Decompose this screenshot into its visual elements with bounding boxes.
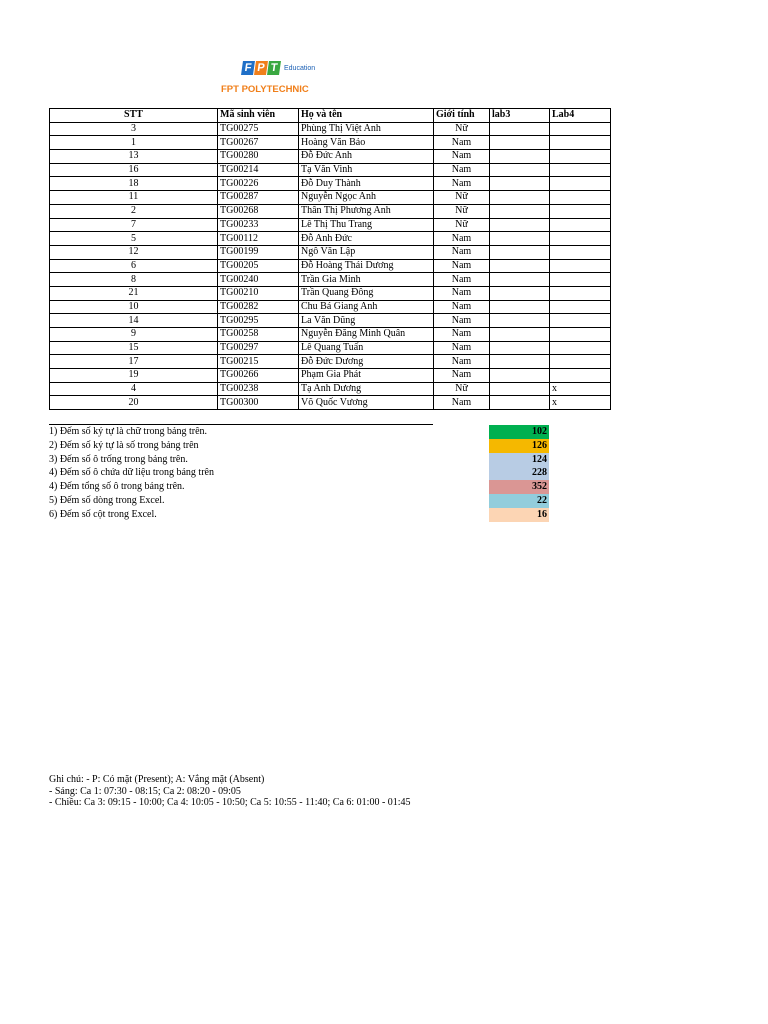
cell-full-name: Thân Thị Phương Anh (299, 204, 434, 218)
school-name: FPT POLYTECHNIC (221, 84, 309, 95)
cell-gender: Nam (434, 314, 490, 328)
logo-mark (242, 58, 332, 78)
cell-student-id: TG00267 (218, 136, 299, 150)
cell-lab4 (550, 245, 611, 259)
question-item: 1) Đếm số ký tự là chữ trong bảng trên. (49, 426, 208, 437)
cell-student-id: TG00238 (218, 382, 299, 396)
cell-student-id: TG00215 (218, 355, 299, 369)
table-row (50, 328, 611, 342)
note-block (49, 774, 411, 809)
cell-full-name: Tạ Anh Dương (299, 382, 434, 396)
table-row (50, 150, 611, 164)
answer-cell: 124 (489, 453, 549, 467)
note-line: - Chiều: Ca 3: 09:15 - 10:00; Ca 4: 10:05 - 10:50; Ca 5: 10:55 - 11:40; Ca 6: 01:00 - 01:45 (49, 797, 411, 808)
cell-stt: 16 (50, 163, 218, 177)
answers-list (489, 425, 549, 522)
cell-stt: 13 (50, 150, 218, 164)
table-row (50, 245, 611, 259)
cell-gender: Nữ (434, 204, 490, 218)
cell-stt: 15 (50, 341, 218, 355)
cell-lab3 (490, 204, 550, 218)
questions-list (49, 425, 214, 522)
cell-gender: Nữ (434, 122, 490, 136)
student-table (49, 108, 611, 410)
cell-lab4 (550, 150, 611, 164)
cell-gender: Nam (434, 328, 490, 342)
cell-full-name: Phùng Thị Việt Anh (299, 122, 434, 136)
cell-lab3 (490, 300, 550, 314)
table-row (50, 396, 611, 410)
cell-gender: Nam (434, 369, 490, 383)
question-item: 4) Đếm tổng số ô trong bảng trên. (49, 481, 185, 493)
cell-lab4: x (550, 396, 611, 410)
cell-stt: 9 (50, 328, 218, 342)
cell-lab4 (550, 286, 611, 300)
cell-stt: 1 (50, 136, 218, 150)
table-row (50, 163, 611, 177)
header-gender: Giới tính (434, 109, 490, 123)
cell-lab4 (550, 369, 611, 383)
cell-full-name: Nguyễn Ngọc Anh (299, 191, 434, 205)
header-full-name: Họ và tên (299, 109, 434, 123)
cell-stt: 5 (50, 232, 218, 246)
cell-gender: Nữ (434, 382, 490, 396)
cell-lab4 (550, 355, 611, 369)
table-row (50, 369, 611, 383)
cell-stt: 4 (50, 382, 218, 396)
cell-full-name: Đỗ Đức Anh (299, 150, 434, 164)
answer-cell: 16 (489, 508, 549, 522)
cell-full-name: Lê Thị Thu Trang (299, 218, 434, 232)
table-row (50, 300, 611, 314)
cell-gender: Nam (434, 273, 490, 287)
cell-full-name: Đỗ Hoàng Thái Dương (299, 259, 434, 273)
cell-stt: 17 (50, 355, 218, 369)
cell-lab3 (490, 382, 550, 396)
answer-cell: 102 (489, 425, 549, 439)
cell-student-id: TG00300 (218, 396, 299, 410)
logo-letter-p: P (254, 61, 268, 75)
cell-stt: 11 (50, 191, 218, 205)
table-row (50, 314, 611, 328)
question-item: 5) Đếm số dòng trong Excel. (49, 494, 165, 506)
cell-lab3 (490, 150, 550, 164)
cell-lab4 (550, 259, 611, 273)
cell-gender: Nam (434, 163, 490, 177)
table-row (50, 355, 611, 369)
answer-cell: 228 (489, 466, 549, 480)
logo-letter-t: T (267, 61, 281, 75)
cell-stt: 14 (50, 314, 218, 328)
table-row (50, 177, 611, 191)
logo-education-text: Education (284, 64, 316, 72)
cell-stt: 20 (50, 396, 218, 410)
cell-lab4 (550, 232, 611, 246)
cell-lab4 (550, 341, 611, 355)
cell-stt: 10 (50, 300, 218, 314)
fpt-education-logo (221, 58, 332, 98)
logo-letter-f: F (241, 61, 255, 75)
cell-gender: Nam (434, 232, 490, 246)
table-row (50, 204, 611, 218)
answer-cell: 22 (489, 494, 549, 508)
header-lab3: lab3 (490, 109, 550, 123)
cell-stt: 18 (50, 177, 218, 191)
cell-lab3 (490, 191, 550, 205)
cell-lab3 (490, 369, 550, 383)
cell-lab4 (550, 273, 611, 287)
cell-lab4 (550, 314, 611, 328)
table-row (50, 259, 611, 273)
cell-gender: Nam (434, 286, 490, 300)
table-row (50, 273, 611, 287)
cell-lab3 (490, 341, 550, 355)
cell-full-name: Tạ Văn Vinh (299, 163, 434, 177)
cell-gender: Nam (434, 341, 490, 355)
cell-full-name: Đỗ Duy Thành (299, 177, 434, 191)
table-row (50, 232, 611, 246)
cell-stt: 19 (50, 369, 218, 383)
cell-student-id: TG00205 (218, 259, 299, 273)
cell-student-id: TG00297 (218, 341, 299, 355)
question-item: 3) Đếm số ô trống trong bảng trên. (49, 453, 188, 465)
cell-lab3 (490, 163, 550, 177)
cell-lab3 (490, 328, 550, 342)
cell-lab3 (490, 286, 550, 300)
cell-full-name: Chu Bá Giang Anh (299, 300, 434, 314)
cell-student-id: TG00210 (218, 286, 299, 300)
cell-stt: 3 (50, 122, 218, 136)
cell-lab3 (490, 273, 550, 287)
cell-student-id: TG00258 (218, 328, 299, 342)
cell-student-id: TG00280 (218, 150, 299, 164)
cell-lab4 (550, 122, 611, 136)
note-line: Ghi chú: - P: Có mặt (Present); A: Vắng mặt (Absent) (49, 774, 265, 785)
cell-full-name: Hoàng Văn Bảo (299, 136, 434, 150)
cell-lab4 (550, 177, 611, 191)
answer-cell: 352 (489, 480, 549, 494)
table-row (50, 218, 611, 232)
cell-lab3 (490, 177, 550, 191)
cell-lab3 (490, 259, 550, 273)
header-student-id: Mã sinh viên (218, 109, 299, 123)
cell-lab3 (490, 232, 550, 246)
cell-stt: 7 (50, 218, 218, 232)
question-item: 4) Đếm số ô chứa dữ liệu trong bảng trên (49, 467, 214, 479)
cell-student-id: TG00240 (218, 273, 299, 287)
cell-lab3 (490, 314, 550, 328)
cell-stt: 2 (50, 204, 218, 218)
cell-lab3 (490, 355, 550, 369)
header-stt: STT (50, 109, 218, 123)
cell-lab3 (490, 122, 550, 136)
table-row (50, 191, 611, 205)
note-line: - Sáng: Ca 1: 07:30 - 08:15; Ca 2: 08:20 - 09:05 (49, 785, 241, 797)
cell-lab3 (490, 245, 550, 259)
cell-stt: 21 (50, 286, 218, 300)
cell-gender: Nam (434, 150, 490, 164)
cell-gender: Nam (434, 259, 490, 273)
cell-full-name: Võ Quốc Vương (299, 396, 434, 410)
cell-gender: Nam (434, 177, 490, 191)
cell-full-name: Nguyễn Đăng Minh Quân (299, 328, 434, 342)
cell-full-name: Ngô Văn Lập (299, 245, 434, 259)
cell-lab3 (490, 396, 550, 410)
cell-gender: Nam (434, 355, 490, 369)
cell-lab4 (550, 191, 611, 205)
cell-lab3 (490, 136, 550, 150)
cell-lab4 (550, 163, 611, 177)
cell-student-id: TG00112 (218, 232, 299, 246)
cell-lab4: x (550, 382, 611, 396)
table-row (50, 382, 611, 396)
cell-full-name: Trần Gia Minh (299, 273, 434, 287)
cell-student-id: TG00275 (218, 122, 299, 136)
cell-full-name: Đỗ Đức Dương (299, 355, 434, 369)
cell-gender: Nam (434, 136, 490, 150)
cell-student-id: TG00199 (218, 245, 299, 259)
cell-student-id: TG00214 (218, 163, 299, 177)
cell-gender: Nam (434, 396, 490, 410)
cell-student-id: TG00282 (218, 300, 299, 314)
cell-gender: Nữ (434, 218, 490, 232)
cell-lab4 (550, 218, 611, 232)
cell-stt: 6 (50, 259, 218, 273)
table-header-row (50, 109, 611, 123)
cell-student-id: TG00268 (218, 204, 299, 218)
table-row (50, 136, 611, 150)
cell-student-id: TG00295 (218, 314, 299, 328)
cell-lab4 (550, 328, 611, 342)
cell-lab4 (550, 300, 611, 314)
cell-student-id: TG00233 (218, 218, 299, 232)
cell-student-id: TG00266 (218, 369, 299, 383)
cell-gender: Nam (434, 300, 490, 314)
cell-lab4 (550, 136, 611, 150)
cell-full-name: Phạm Gia Phát (299, 369, 434, 383)
question-item: 6) Đếm số cột trong Excel. (49, 508, 157, 520)
table-row (50, 122, 611, 136)
cell-lab4 (550, 204, 611, 218)
cell-student-id: TG00287 (218, 191, 299, 205)
header-lab4: Lab4 (550, 109, 611, 123)
cell-stt: 12 (50, 245, 218, 259)
cell-student-id: TG00226 (218, 177, 299, 191)
cell-full-name: La Văn Dũng (299, 314, 434, 328)
table-row (50, 286, 611, 300)
cell-lab3 (490, 218, 550, 232)
answer-cell: 126 (489, 439, 549, 453)
cell-full-name: Đỗ Anh Đức (299, 232, 434, 246)
cell-full-name: Lê Quang Tuấn (299, 341, 434, 355)
cell-gender: Nam (434, 245, 490, 259)
cell-full-name: Trần Quang Đông (299, 286, 434, 300)
cell-stt: 8 (50, 273, 218, 287)
cell-gender: Nữ (434, 191, 490, 205)
question-item: 2) Đếm số ký tự là số trong bảng trên (49, 439, 199, 451)
table-row (50, 341, 611, 355)
